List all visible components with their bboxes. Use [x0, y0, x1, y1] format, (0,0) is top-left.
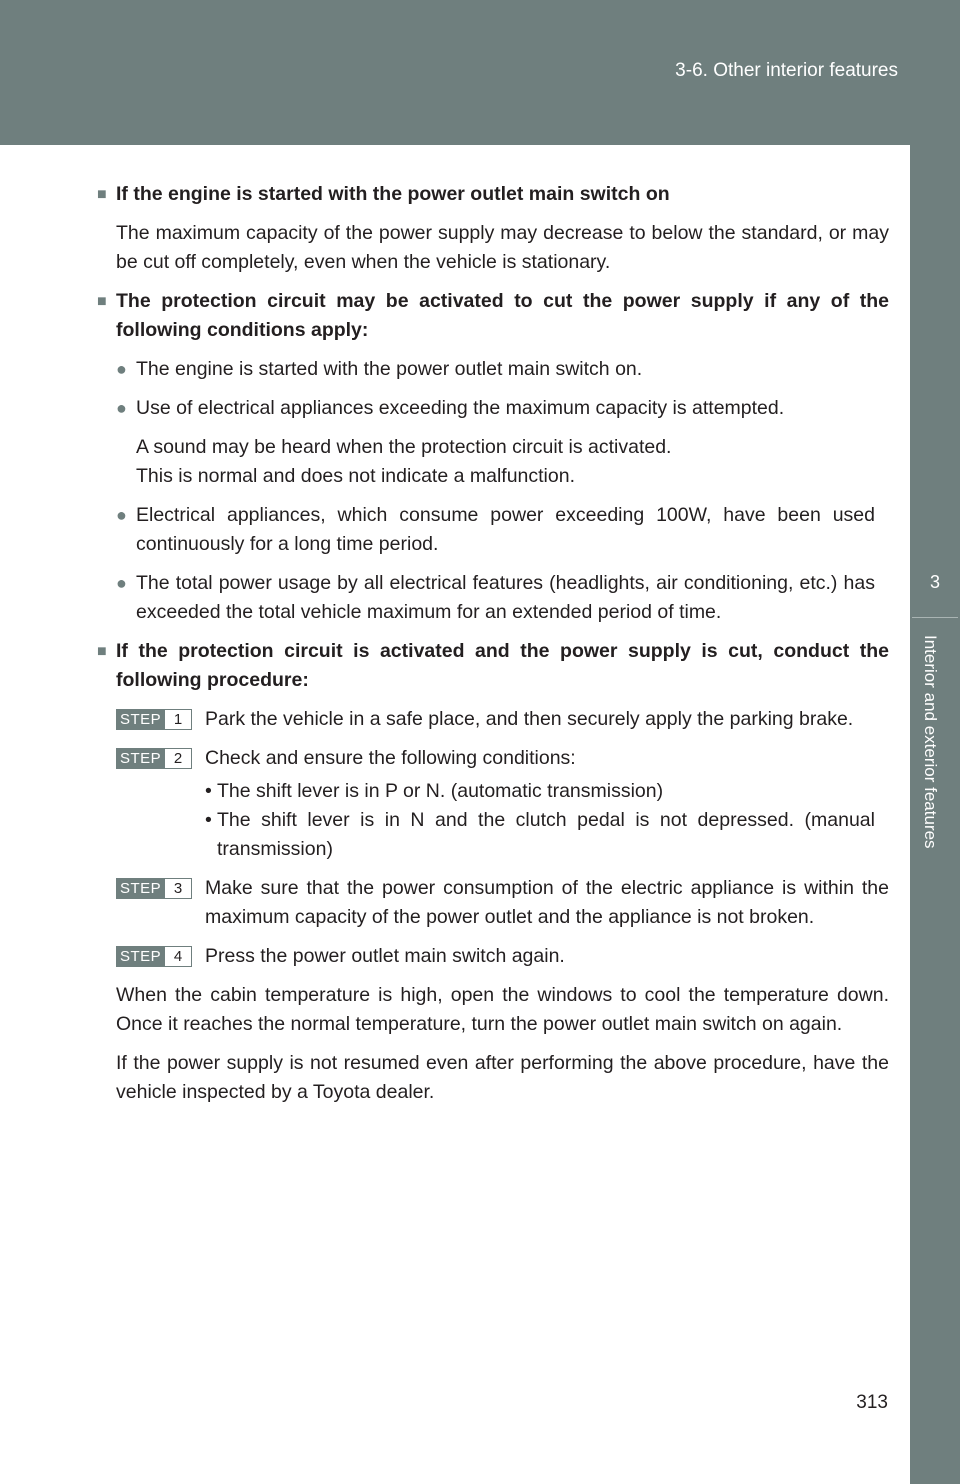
procedure-step: [97, 942, 889, 971]
section-title: 3-6. Other interior features: [675, 60, 898, 81]
bullet-text: The total power usage by all electrical features (headlights, air conditioning, etc.) has exceeded the total vehicle maximum for an extended period of time.: [136, 572, 875, 623]
section-heading: [97, 287, 889, 345]
bullet-note: [97, 433, 889, 491]
paragraph: The maximum capacity of the power supply may decrease to below the standard, or may be cut off completely, even when the vehicle is stationary.: [116, 222, 889, 273]
step-number: 3: [173, 880, 183, 897]
bullet-item: [97, 569, 889, 627]
sub-bullet-icon: •: [205, 780, 212, 802]
procedure-step: [97, 705, 889, 734]
step-label: STEP: [117, 947, 165, 966]
procedure-step: [97, 874, 889, 932]
bullet-item: [97, 394, 889, 423]
heading-square-icon: ■: [97, 186, 107, 203]
step-label: STEP: [117, 749, 165, 768]
step-number: 2: [173, 750, 183, 767]
condition-text: The shift lever is in P or N. (automatic transmission): [217, 780, 664, 802]
heading-text: If the protection circuit is activated and the power supply is cut, conduct the following procedure:: [116, 640, 889, 691]
bullet-dot-icon: ●: [116, 359, 127, 379]
step-number: 4: [173, 948, 183, 965]
heading-square-icon: ■: [97, 643, 107, 660]
step-badge: [116, 709, 192, 730]
step-text: Check and ensure the following conditions:: [205, 747, 576, 769]
bullet-text: The engine is started with the power outlet main switch on.: [136, 358, 643, 380]
step-label: STEP: [117, 879, 165, 898]
section-heading: [97, 637, 889, 695]
heading-text: If the engine is started with the power outlet main switch on: [116, 183, 670, 205]
bullet-item: [97, 355, 889, 384]
step-text: Press the power outlet main switch again.: [205, 945, 565, 967]
step-text: Park the vehicle in a safe place, and then securely apply the parking brake.: [205, 708, 854, 730]
condition-list: [97, 777, 889, 864]
chapter-divider: [912, 617, 958, 618]
page-number: 313: [856, 1392, 888, 1413]
condition-text: The shift lever is in N and the clutch pedal is not depressed. (manual transmission): [217, 809, 875, 860]
step-badge: [116, 748, 192, 769]
note-line: This is normal and does not indicate a malfunction.: [136, 465, 575, 487]
step-number: 1: [173, 711, 183, 728]
paragraph: When the cabin temperature is high, open the windows to cool the temperature down. Once it reaches the normal temperature, turn the power outlet main switch on again.: [116, 984, 889, 1035]
chapter-title: Interior and exterior features: [921, 635, 940, 849]
chapter-number: 3: [929, 572, 940, 592]
step-label: STEP: [117, 710, 165, 729]
step-badge: [116, 878, 192, 899]
heading-square-icon: ■: [97, 293, 107, 310]
paragraph: If the power supply is not resumed even after performing the above procedure, have the vehicle inspected by a Toyota dealer.: [116, 1052, 889, 1103]
section-heading: [97, 180, 889, 209]
bullet-text: Use of electrical appliances exceeding the maximum capacity is attempted.: [136, 397, 785, 419]
bullet-item: [97, 501, 889, 559]
page-header: [0, 0, 960, 145]
condition-item: [205, 806, 875, 864]
bullet-dot-icon: ●: [116, 505, 127, 525]
note-line: A sound may be heard when the protection circuit is activated.: [136, 436, 672, 458]
page-content: [97, 180, 889, 1117]
bullet-text: Electrical appliances, which consume power exceeding 100W, have been used continuously for a long time period.: [136, 504, 875, 555]
sub-bullet-icon: •: [205, 809, 212, 831]
step-badge: [116, 946, 192, 967]
bullet-dot-icon: ●: [116, 573, 127, 593]
condition-item: [205, 777, 875, 806]
bullet-dot-icon: ●: [116, 398, 127, 418]
procedure-step: [97, 744, 889, 773]
heading-text: The protection circuit may be activated to cut the power supply if any of the following conditions apply:: [116, 290, 889, 341]
step-text: Make sure that the power consumption of the electric appliance is within the maximum capacity of the power outlet and the appliance is not broken.: [205, 877, 889, 928]
